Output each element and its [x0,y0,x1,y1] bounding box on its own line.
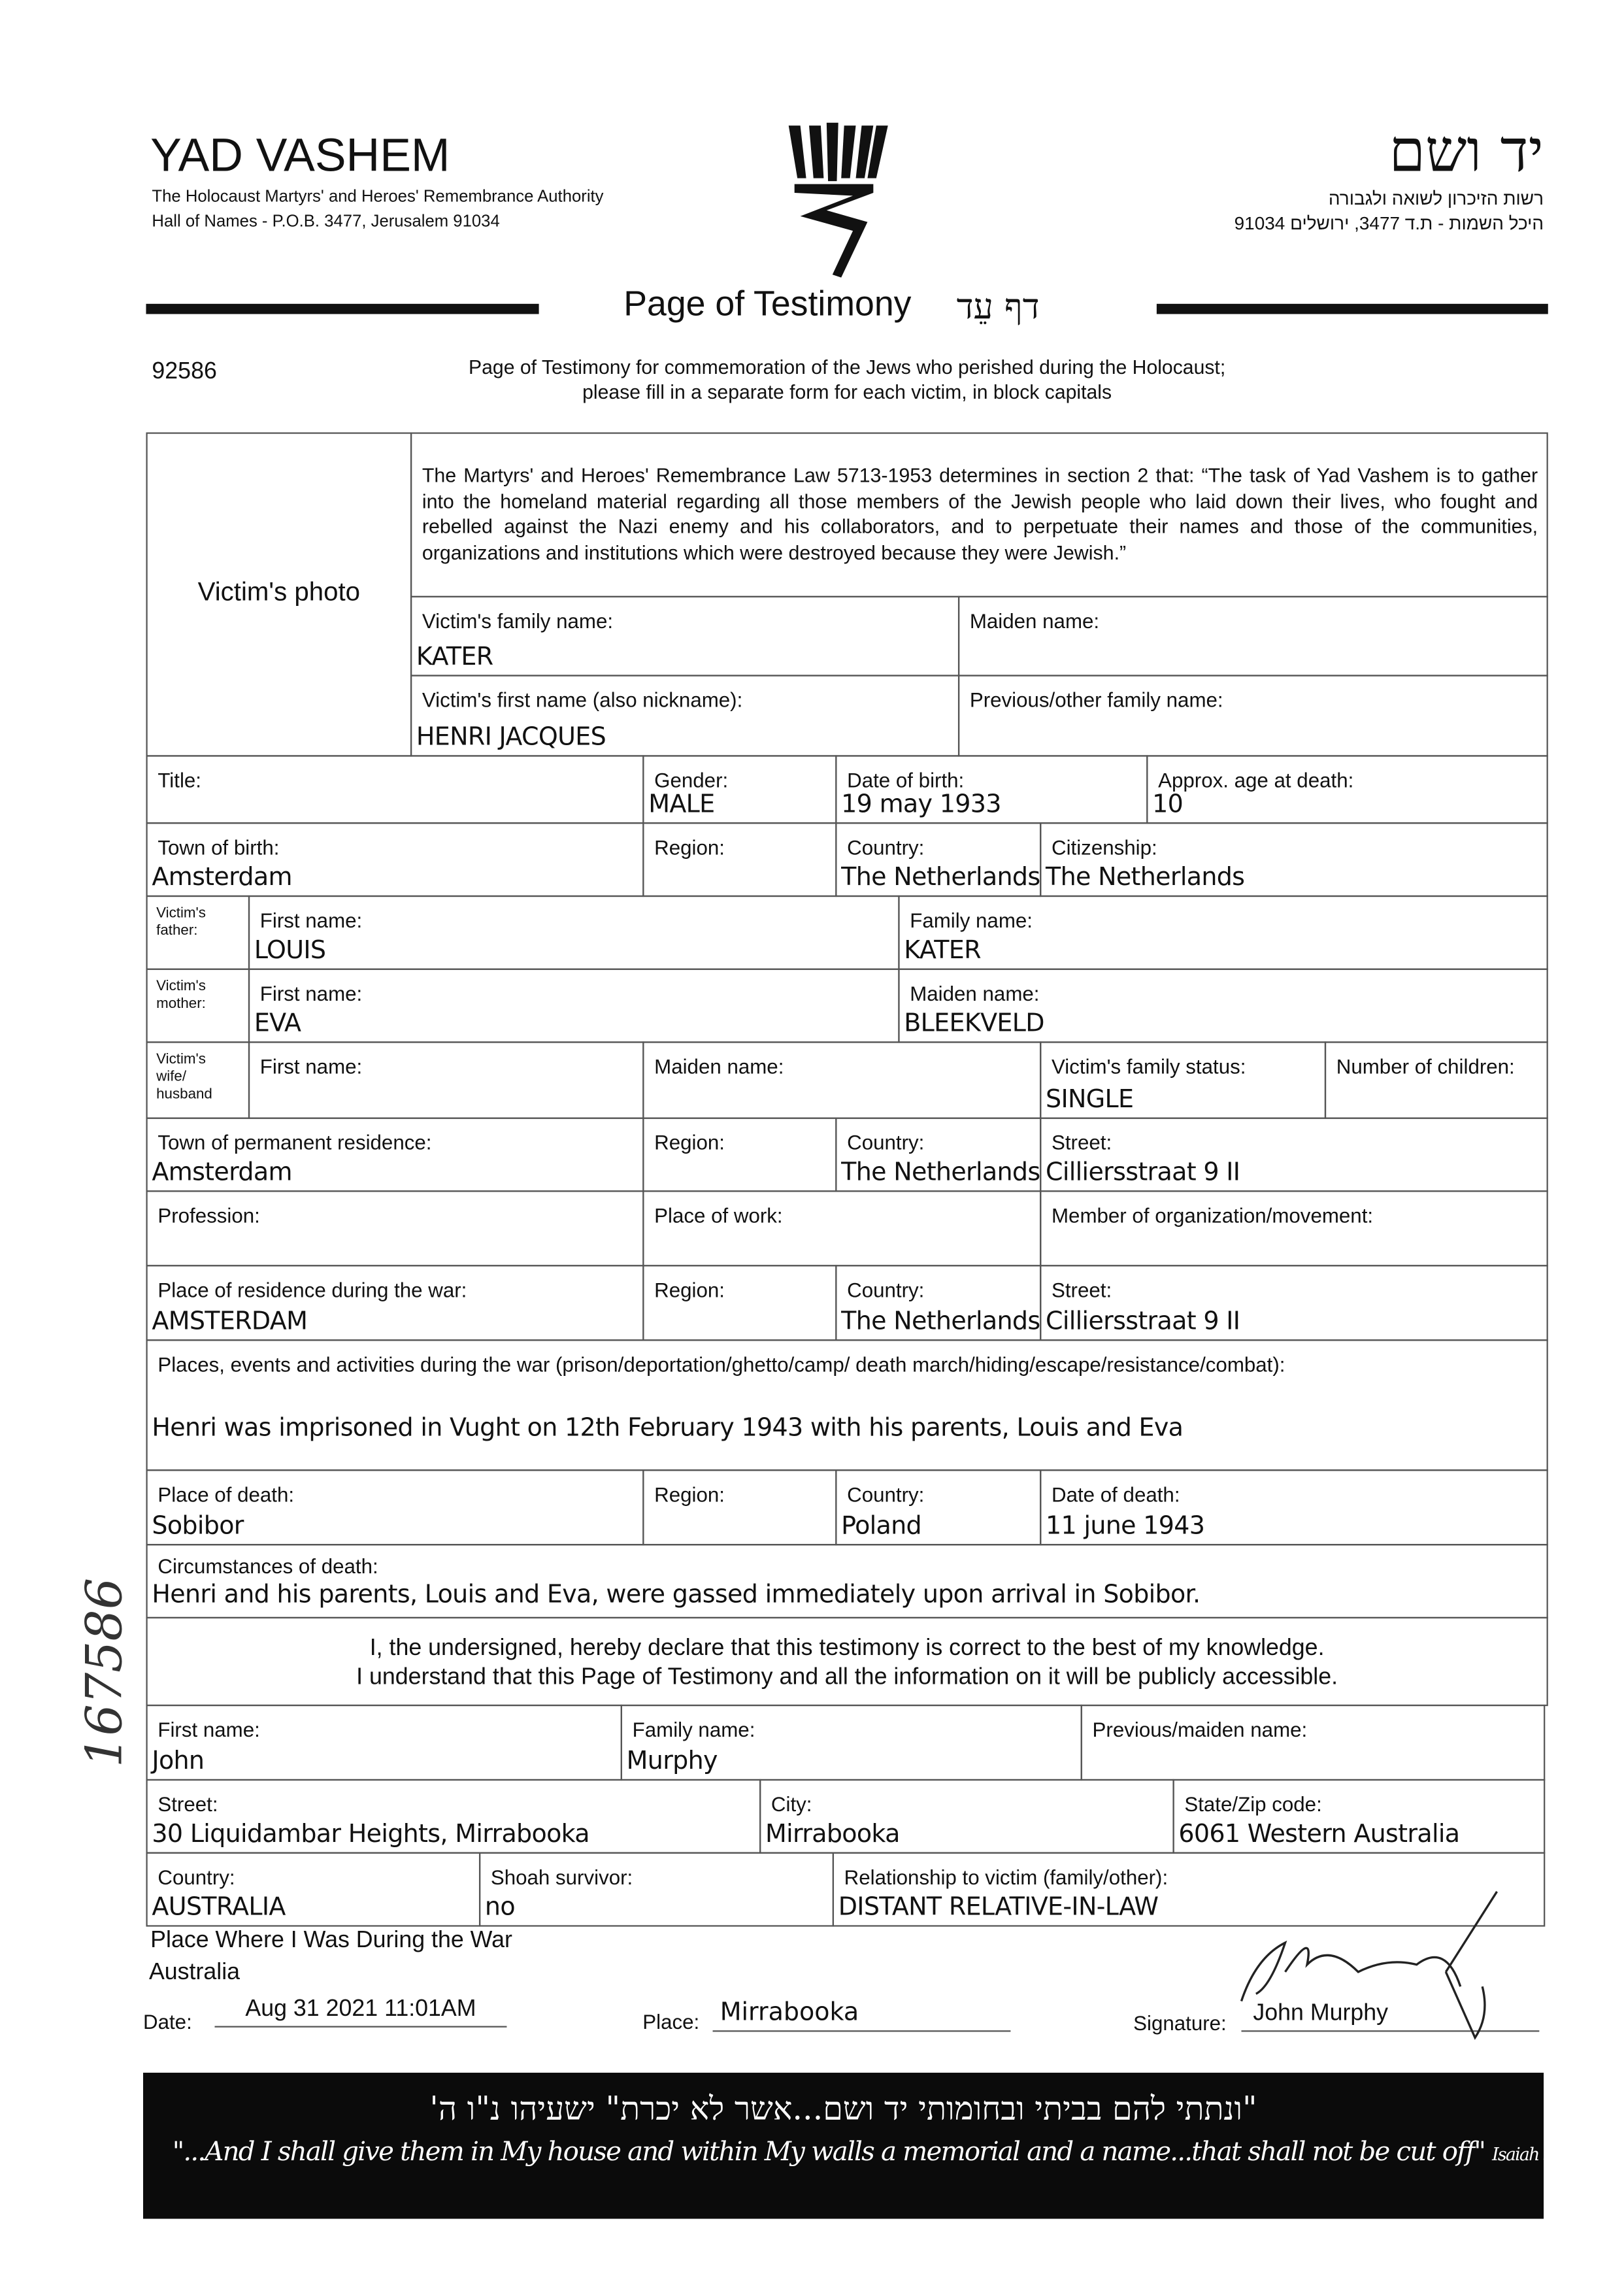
label: Family name: [910,908,1033,932]
value: HENRI JACQUES [416,723,606,752]
family-status-field[interactable] [1040,1041,1326,1118]
submitter-street-field[interactable] [146,1779,761,1854]
value: Cilliersstraat 9 II [1046,1307,1240,1337]
father-label-cell [146,895,250,970]
value: The Netherlands [841,1307,1040,1337]
value: The Netherlands [841,863,1040,893]
quote-english-text: "...And I shall give them in My house and within My walls a memorial and a name...that shall not be cut off" [172,2137,1485,2168]
label: Previous/other family name: [969,688,1223,712]
declaration [146,1617,1548,1706]
spouse-label-cell [146,1041,250,1118]
submitter-state-field[interactable] [1172,1779,1545,1854]
label: Maiden name: [969,609,1100,633]
place-label: Place: [642,2009,700,2033]
label: Country: [847,1130,925,1154]
value: Sobibor [152,1511,244,1541]
label: Country: [847,835,925,860]
victim-photo-box[interactable] [146,432,412,756]
date-of-death-field[interactable] [1040,1469,1548,1545]
label: Member of organization/movement: [1051,1203,1374,1228]
label: State/Zip code: [1184,1792,1322,1816]
value: The Netherlands [841,1158,1040,1188]
label: City: [771,1792,812,1816]
mother-maiden-name-field[interactable] [898,969,1548,1043]
org-name: YAD VASHEM [150,128,450,182]
org-address-hebrew: היכל השמות - ת.ד 3477, ירושלים 91034 [1234,213,1544,234]
quote-banner [143,2073,1578,2218]
photo-label: Victim's photo [197,577,361,607]
label: First name: [259,1054,363,1079]
signature-field[interactable]: John Murphy [1241,2001,1539,2032]
shoah-survivor-field[interactable] [479,1852,834,1927]
value: Murphy [626,1747,718,1777]
mother-first-name-field[interactable] [248,969,900,1043]
handwritten-number: 167586 [76,1577,135,1767]
value: SINGLE [1046,1085,1134,1115]
label: Citizenship: [1051,835,1157,860]
signature-scribble [1227,1884,1504,2045]
value: LOUIS [254,936,326,966]
label: Town of birth: [157,835,280,860]
page-title: Page of Testimony [623,284,912,325]
value: Amsterdam [152,1158,292,1188]
value: KATER [416,643,493,672]
intro-text: The Martyrs' and Heroes' Remembrance Law 5713-1953 determines in section 2 that: “The task of Yad Vashem is to gather into the homeland material regarding all those members of the Jewish people who laid down their lives, who fought and rebelled against the Nazi enemy and his collaborators, and to perpetuate their names and those of the communities, organizations and institutions which were destroyed because they were Jewish.” [422,464,1538,563]
permanent-residence-field[interactable] [146,1118,644,1192]
document-number: 92586 [152,359,217,384]
label: Maiden name: [654,1054,784,1079]
quote-source: Isaiah 56:5 [1492,2144,1578,2165]
label: Family name: [632,1718,755,1741]
region-field[interactable] [642,1265,837,1341]
label: Region: [654,835,725,860]
instructions-line: please fill in a separate form for each victim, in block capitals [582,381,1112,403]
region-field[interactable] [642,1469,837,1545]
street-field[interactable] [1040,1265,1548,1341]
label: Victim's first name (also nickname): [422,688,743,712]
value: Mirrabooka [765,1820,900,1850]
maiden-name-field[interactable] [958,596,1548,677]
spouse-maiden-name-field[interactable] [642,1041,1041,1118]
value: John [152,1747,205,1777]
war-place-value: Australia [148,1960,240,1985]
date-of-birth-field[interactable] [835,755,1148,824]
father-first-name-field[interactable] [248,895,900,970]
quote-hebrew: "ונתתי להם בביתי ובחומותי יד ושם...אשר לא יכרת" ישעיהו נ"ו ה' [429,2092,1257,2128]
label: Country: [847,1278,925,1302]
place-of-work-field[interactable] [642,1190,1041,1266]
label: Gender: [654,768,729,792]
label: Maiden name: [910,981,1040,1005]
label: Region: [654,1130,725,1154]
label: First name: [259,981,363,1005]
label: Street: [157,1792,218,1816]
label: Place of residence during the war: [157,1278,467,1302]
instructions-line: Page of Testimony for commemoration of the Jews who perished during the Holocaust; [469,356,1226,378]
label: Shoah survivor: [490,1865,633,1889]
number-of-children-field[interactable] [1325,1041,1548,1118]
value: AUSTRALIA [152,1893,286,1922]
label: Victim's wife/ husband [156,1051,212,1103]
circumstances-field[interactable] [146,1544,1548,1618]
label: Profession: [157,1203,260,1228]
label: Victim's family status: [1051,1054,1246,1079]
town-of-birth-field[interactable] [146,822,644,897]
label: Place of death: [157,1482,295,1506]
region-field[interactable] [642,822,837,897]
org-address: Hall of Names - P.O.B. 3477, Jerusalem 91034 [152,213,500,231]
war-place-label: Place Where I Was During the War [150,1928,512,1953]
value: The Netherlands [1046,863,1245,893]
value: BLEEKVELD [904,1009,1044,1039]
street-field[interactable] [1040,1118,1548,1192]
value: DISTANT RELATIVE-IN-LAW [838,1893,1159,1922]
value: 11 june 1943 [1046,1511,1205,1541]
label: Relationship to victim (family/other): [844,1865,1168,1889]
page-title-hebrew: דף עֵד [956,286,1040,327]
gender-field[interactable] [642,755,837,824]
value: Amsterdam [152,863,292,893]
label: Number of children: [1336,1054,1515,1079]
value: Henri was imprisoned in Vught on 12th February 1943 with his parents, Louis and Eva [152,1414,1184,1443]
title-field[interactable] [146,755,644,824]
value: no [484,1893,515,1922]
value: Poland [841,1511,921,1541]
label: First name: [157,1718,260,1741]
label: Title: [157,768,202,792]
submitter-family-name-field[interactable] [621,1705,1082,1781]
yad-vashem-logo [783,120,894,280]
value: EVA [254,1009,301,1039]
date-field[interactable]: Aug 31 2021 11:01AM [215,1997,507,2028]
spouse-first-name-field[interactable] [248,1041,644,1118]
father-family-name-field[interactable] [898,895,1548,970]
value: 10 [1152,790,1184,820]
label: Country: [847,1482,925,1506]
divider [1157,304,1548,314]
victim-first-name-field[interactable] [410,675,959,756]
org-subtitle-hebrew: רשות הזיכרון לשואה ולגבורה [1328,188,1544,209]
value: Henri and his parents, Louis and Eva, were gassed immediately upon arrival in Sobibor. [152,1580,1201,1610]
citizenship-field[interactable] [1040,822,1548,897]
value: AMSTERDAM [152,1307,308,1337]
previous-family-name-field[interactable] [958,675,1548,756]
label: Town of permanent residence: [157,1130,432,1154]
label: Place of work: [654,1203,783,1228]
value: Cilliersstraat 9 II [1046,1158,1240,1188]
value: 30 Liquidambar Heights, Mirrabooka [152,1820,589,1850]
place-of-death-field[interactable] [146,1469,644,1545]
label: Circumstances of death: [157,1554,378,1578]
place-field[interactable]: Mirrabooka [713,1998,1011,2032]
label: Country: [157,1865,235,1889]
declaration-line: I, the undersigned, hereby declare that this testimony is correct to the best of my knowledge. [369,1635,1325,1661]
label: Street: [1051,1130,1112,1154]
label: First name: [259,908,363,932]
submitter-city-field[interactable] [759,1779,1174,1854]
war-residence-field[interactable] [146,1265,644,1341]
label: Date of birth: [847,768,965,792]
value: MALE [648,790,715,820]
country-of-death-field[interactable] [835,1469,1041,1545]
signature-label: Signature: [1133,2011,1227,2035]
instructions [409,355,1285,405]
label: Street: [1051,1278,1112,1302]
declaration-line: I understand that this Page of Testimony and all the information on it will be publicly accessible. [356,1665,1338,1690]
profession-field[interactable] [146,1190,644,1266]
submitter-maiden-name-field[interactable] [1081,1705,1546,1781]
value: 6061 Western Australia [1178,1820,1460,1850]
label: Date of death: [1051,1482,1180,1506]
label: Region: [654,1278,725,1302]
divider [146,304,539,314]
label: Victim's father: [156,905,206,939]
label: Region: [654,1482,725,1506]
date-label: Date: [143,2009,192,2033]
victim-family-name-field[interactable] [410,596,959,677]
label: Victim's family name: [422,609,614,633]
label: Places, events and activities during the war (prison/deportation/ghetto/camp/ death march/hiding/escape/resistance/combat): [157,1352,1285,1377]
org-subtitle: The Holocaust Martyrs' and Heroes' Remembrance Authority [152,188,604,207]
submitter-first-name-field[interactable] [146,1705,622,1781]
value: 19 may 1933 [841,790,1001,820]
label: Approx. age at death: [1158,768,1354,792]
country-field[interactable] [835,1118,1041,1192]
region-field[interactable] [642,1118,837,1192]
country-of-birth-field[interactable] [835,822,1041,897]
law-intro [410,432,1548,597]
value: KATER [904,936,981,966]
mother-label-cell [146,969,250,1043]
quote-english [173,2137,1578,2167]
organization-field[interactable] [1040,1190,1548,1266]
age-at-death-field[interactable] [1146,755,1548,824]
submitter-country-field[interactable] [146,1852,480,1927]
country-field[interactable] [835,1265,1041,1341]
label: Previous/maiden name: [1092,1718,1308,1741]
org-name-hebrew: יד ושם [1389,118,1544,186]
wartime-places-field[interactable] [146,1339,1548,1471]
label: Victim's mother: [156,978,206,1012]
